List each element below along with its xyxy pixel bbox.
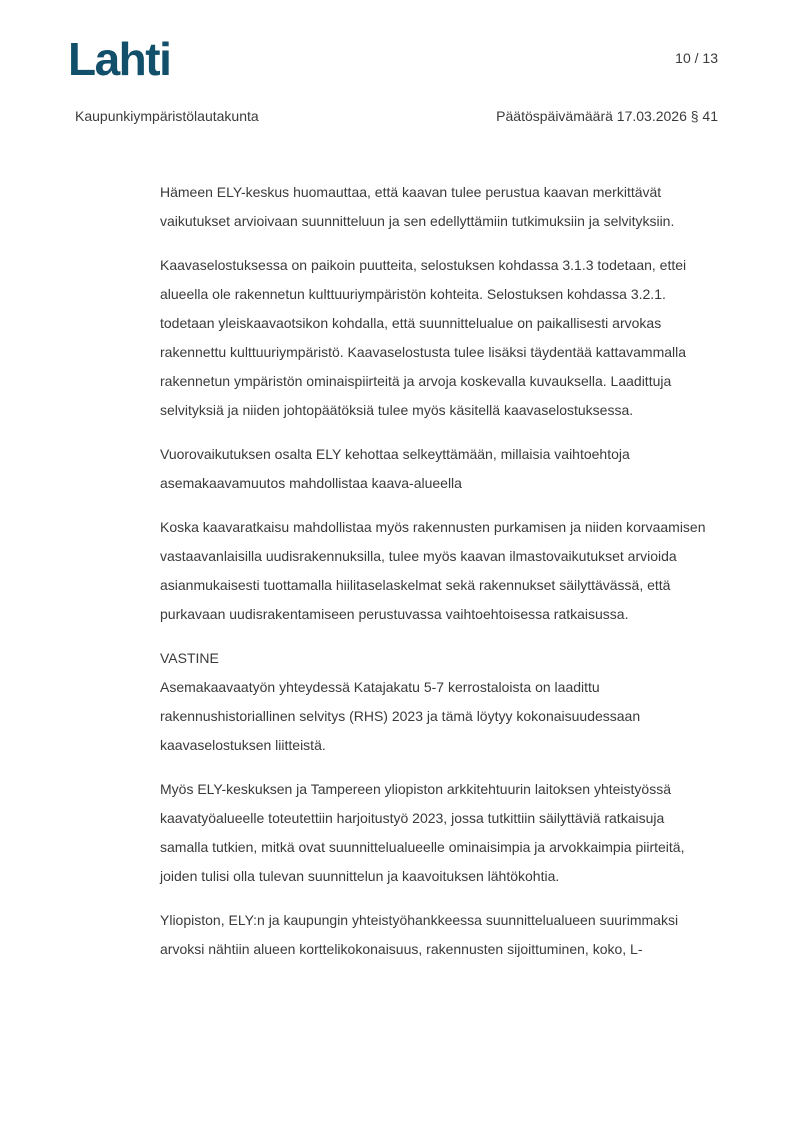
paragraph: Myös ELY-keskuksen ja Tampereen yliopiston arkkitehtuurin laitoksen yhteistyössä kaavatyöalueelle toteutettiin harjoitustyö 2023, jossa tutkittiin säilyttäviä ratkaisuja samalla tutkien, mitkä ovat suunnittelualueelle ominaisimpia ja arvokkaimpia piirteitä, joiden tulisi olla tulevan suunnittelun ja kaavoituksen lähtökohtia. bbox=[160, 781, 685, 884]
paragraph: Vuorovaikutuksen osalta ELY kehottaa selkeyttämään, millaisia vaihtoehtoja asemakaavamuutos mahdollistaa kaava-alueella bbox=[160, 446, 630, 491]
committee-name: Kaupunkiympäristölautakunta bbox=[75, 108, 259, 124]
paragraph: Asemakaavaatyön yhteydessä Katajakatu 5-7 kerrostaloista on laadittu rakennushistoriallinen selvitys (RHS) 2023 ja tämä löytyy kokonaisuudessaan kaavaselostuksen liitteistä. bbox=[160, 679, 641, 753]
page-number: 10 / 13 bbox=[675, 50, 718, 66]
decision-date: Päätöspäivämäärä 17.03.2026 § 41 bbox=[496, 108, 718, 124]
lahti-logo: Lahti bbox=[68, 33, 171, 85]
paragraph: Kaavaselostuksessa on paikoin puutteita, selostuksen kohdassa 3.1.3 todetaan, ettei alueella ole rakennetun kulttuuriympäristön kohteita. Selostuksen kohdassa 3.2.1. todetaan yleiskaavaotsikon kohdalla, että suunnittelualue on paikallisesti arvokas rakennettu kulttuuriympäristö. Kaavaselostusta tulee lisäksi täydentää kattavammalla rakennetun ympäristön ominaispiirteitä ja arvoja koskevalla kuvauksella. Laadittuja selvityksiä ja niiden johtopäätöksiä tulee myös käsitellä kaavaselostuksessa. bbox=[160, 257, 687, 418]
vastine-heading: VASTINE bbox=[160, 650, 219, 666]
document-header bbox=[75, 108, 718, 124]
document-body bbox=[160, 178, 716, 979]
paragraph: Koska kaavaratkaisu mahdollistaa myös rakennusten purkamisen ja niiden korvaamisen vastaavanlaisilla uudisrakennuksilla, tulee myös kaavan ilmastovaikutukset arvioida asianmukaisesti tuottamalla hiilitaselaskelmat sekä rakennukset säilyttävässä, että purkavaan uudisrakentamiseen perustuvassa vaihtoehtoisessa ratkaisussa. bbox=[160, 519, 706, 622]
paragraph: Yliopiston, ELY:n ja kaupungin yhteistyöhankkeessa suunnittelualueen suurimmaksi arvoksi nähtiin alueen korttelikokonaisuus, rakennusten sijoittuminen, koko, L- bbox=[160, 912, 679, 957]
paragraph: Hämeen ELY-keskus huomauttaa, että kaavan tulee perustua kaavan merkittävät vaikutukset arvioivaan suunnitteluun ja sen edellyttämiin tutkimuksiin ja selvityksiin. bbox=[160, 184, 675, 229]
